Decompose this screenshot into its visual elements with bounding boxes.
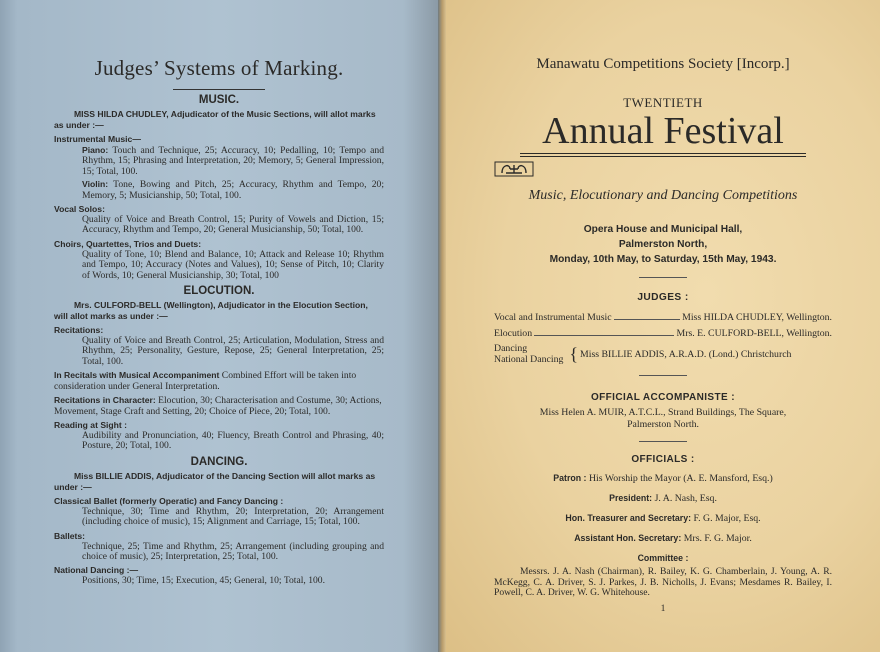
left-page-title: Judges’ Systems of Marking. (94, 56, 344, 80)
festival-subtitle: Music, Elocutionary and Dancing Competitions (528, 188, 798, 203)
ballet-marks: Technique, 30; Time and Rhythm, 20; Interpretation, 20; Arrangement (including choice of music), 15; Alignment and Carriage, 15; Total, 100. (82, 505, 384, 528)
violin-label: Violin: (82, 179, 109, 190)
dancing-categories (494, 343, 563, 365)
music-heading: MUSIC. (198, 94, 240, 106)
venue-line-1: Opera House and Municipal Hall, (583, 224, 743, 235)
choirs-marks: Quality of Tone, 10; Blend and Balance, 10; Attack and Release 10; Rhythm and Tempo, 10; Accuracy (Notes and Values), 10; Sense of Pitch, 10; Clarity of Words, 10; General Musicianship, 30; Total, 100 (82, 248, 384, 281)
judge-row-elocution (494, 327, 832, 340)
instrumental-heading: Instrumental Music— (54, 134, 141, 144)
ballets-heading: Ballets: (54, 530, 86, 541)
treasurer-line (494, 512, 832, 525)
dancing-adjudicator: Miss BILLIE ADDIS, Adjudicator of the Dancing Section will allot marks as under :— (54, 470, 376, 492)
judge-category: National Dancing (494, 354, 564, 365)
president-line (494, 492, 832, 505)
elocution-heading: ELOCUTION. (183, 285, 255, 298)
piano-marks (82, 145, 384, 177)
judge-row-music (494, 311, 832, 324)
judge-category: Dancing (494, 343, 528, 354)
elocution-adjudicator: Mrs. CULFORD-BELL (Wellington), Adjudicator in the Elocution Section, will allot marks as under :— (54, 300, 368, 322)
accompaniment-label: In Recitals with Musical Accompaniment (54, 370, 220, 381)
national-marks: Positions, 30; Time, 15; Execution, 45; General, 10; Total, 100. (82, 575, 325, 587)
divider (639, 375, 687, 376)
violin-text: Tone, Bowing and Pitch, 25; Accuracy, Rhythm and Tempo, 20; Memory, 5; Musicianship, 50; Total, 100. (82, 179, 384, 201)
accompaniment-note (54, 370, 384, 392)
judge-name: Mrs. E. CULFORD-BELL, Wellington. (676, 328, 832, 339)
recitations-marks: Quality of Voice and Breath Control, 25; Articulation, Modulation, Stress and Rhythm, 25; Personality, Gesture, Repose, 25; General Interpretation, 25; Total, 100. (82, 335, 384, 367)
vocal-marks: Quality of Voice and Breath Control, 15; Purity of Vowels and Diction, 15; Accuracy, Rhythm and Tempo, 20; General Musicianship, 50; Total, 100. (82, 214, 384, 236)
leader-line (614, 311, 680, 320)
judge-name: Miss BILLIE ADDIS, A.R.A.D. (Lond.) Christchurch (580, 348, 792, 360)
piano-text: Touch and Technique, 25; Accuracy, 10; Pedalling, 10; Tempo and Rhythm, 15; Phrasing and Interpretation, 20; Memory, 5; General Impression, 15; Total, 100. (82, 145, 384, 177)
committee-heading-line (494, 552, 832, 565)
treasurer-label: Hon. Treasurer and Secretary: (565, 513, 692, 523)
judges-heading: JUDGES : (637, 292, 689, 303)
assistant-secretary-line (494, 532, 832, 545)
music-adjudicator: MISS HILDA CHUDLEY, Adjudicator of the Music Sections, will allot marks as under :— (54, 109, 376, 130)
title-double-rule (520, 153, 806, 157)
patron-name: His Worship the Mayor (A. E. Mansford, Esq.) (588, 473, 773, 484)
right-page (446, 0, 880, 652)
society-name: Manawatu Competitions Society [Incorp.] (536, 56, 790, 72)
assistant-secretary-label: Assistant Hon. Secretary: (574, 533, 682, 543)
judges-list (494, 311, 832, 365)
title-rule (173, 89, 265, 90)
president-label: President: (609, 493, 653, 503)
patron-line (494, 472, 832, 485)
character-text: Elocution, 30; Characterisation and Costume, 30; Actions, Movement, Stage Craft and Setting, 20; Choice of Piece, 20; Total, 100. (54, 395, 382, 417)
venue-line-2: Palmerston North, (618, 239, 708, 250)
assistant-secretary-name: Mrs. F. G. Major. (683, 533, 752, 544)
sight-heading: Reading at Sight : (54, 419, 128, 430)
committee-members: Messrs. J. A. Nash (Chairman), R. Bailey, K. G. Chamberlain, J. Young, A. R. McKegg, C. A. Driver, S. J. Parkes, J. B. Nicholls, J. Evans; Mesdames R. Bailey, I. Powell, C. A. Driver, W. G. Whitehouse. (494, 566, 832, 599)
divider (639, 441, 687, 442)
officials-heading: OFFICIALS : (631, 454, 695, 465)
committee-label: Committee : (637, 553, 689, 563)
accompaniste-heading: OFFICIAL ACCOMPANISTE : (590, 392, 735, 403)
brace-icon: { (569, 343, 579, 364)
judge-row-dancing (494, 343, 832, 365)
accompaniste-details (494, 407, 832, 431)
patron-label: Patron : (553, 473, 587, 483)
accompaniste-line-2: Palmerston North. (627, 419, 699, 430)
festival-title: Annual Festival (542, 110, 784, 152)
national-heading: National Dancing :— (54, 565, 139, 576)
treasurer-name: F. G. Major, Esq. (693, 513, 761, 524)
edition-label: TWENTIETH (623, 95, 703, 110)
venue-block (494, 222, 832, 267)
festival-dates: Monday, 10th May, to Saturday, 15th May, 1943. (549, 254, 777, 265)
ballet-heading: Classical Ballet (formerly Operatic) and Fancy Dancing : (54, 495, 284, 506)
lyre-ornament-icon (494, 161, 534, 177)
judge-name: Miss HILDA CHUDLEY, Wellington. (682, 312, 832, 323)
accompaniste-line-1: Miss Helen A. MUIR, A.T.C.L., Strand Buildings, The Square, (539, 407, 787, 418)
judge-category: Vocal and Instrumental Music (494, 312, 612, 323)
book-gutter (438, 0, 446, 652)
piano-label: Piano: (82, 145, 109, 155)
character-label: Recitations in Character: (54, 395, 156, 406)
leader-line (534, 327, 674, 336)
president-name: J. A. Nash, Esq. (654, 493, 717, 504)
page-number: 1 (660, 602, 666, 614)
left-page (0, 0, 438, 652)
ballets-marks: Technique, 25; Time and Rhythm, 25; Arrangement (including grouping and choice of music), 25; Interpretation, 25; Total, 100. (82, 540, 384, 562)
character-note (54, 395, 384, 417)
sight-marks: Audibility and Pronunciation, 40; Fluency, Breath Control and Phrasing, 40; Posture, 20; Total, 100. (82, 429, 384, 452)
choirs-heading: Choirs, Quartettes, Trios and Duets: (54, 238, 202, 249)
accompaniment-text: Combined Effort will be taken into consideration under General Interpretation. (54, 370, 357, 392)
violin-marks (82, 179, 384, 201)
divider (639, 277, 687, 278)
vocal-heading: Vocal Solos: (54, 204, 105, 215)
recitations-heading: Recitations: (54, 325, 104, 336)
dancing-heading: DANCING. (190, 455, 248, 468)
judge-category: Elocution (494, 328, 533, 339)
